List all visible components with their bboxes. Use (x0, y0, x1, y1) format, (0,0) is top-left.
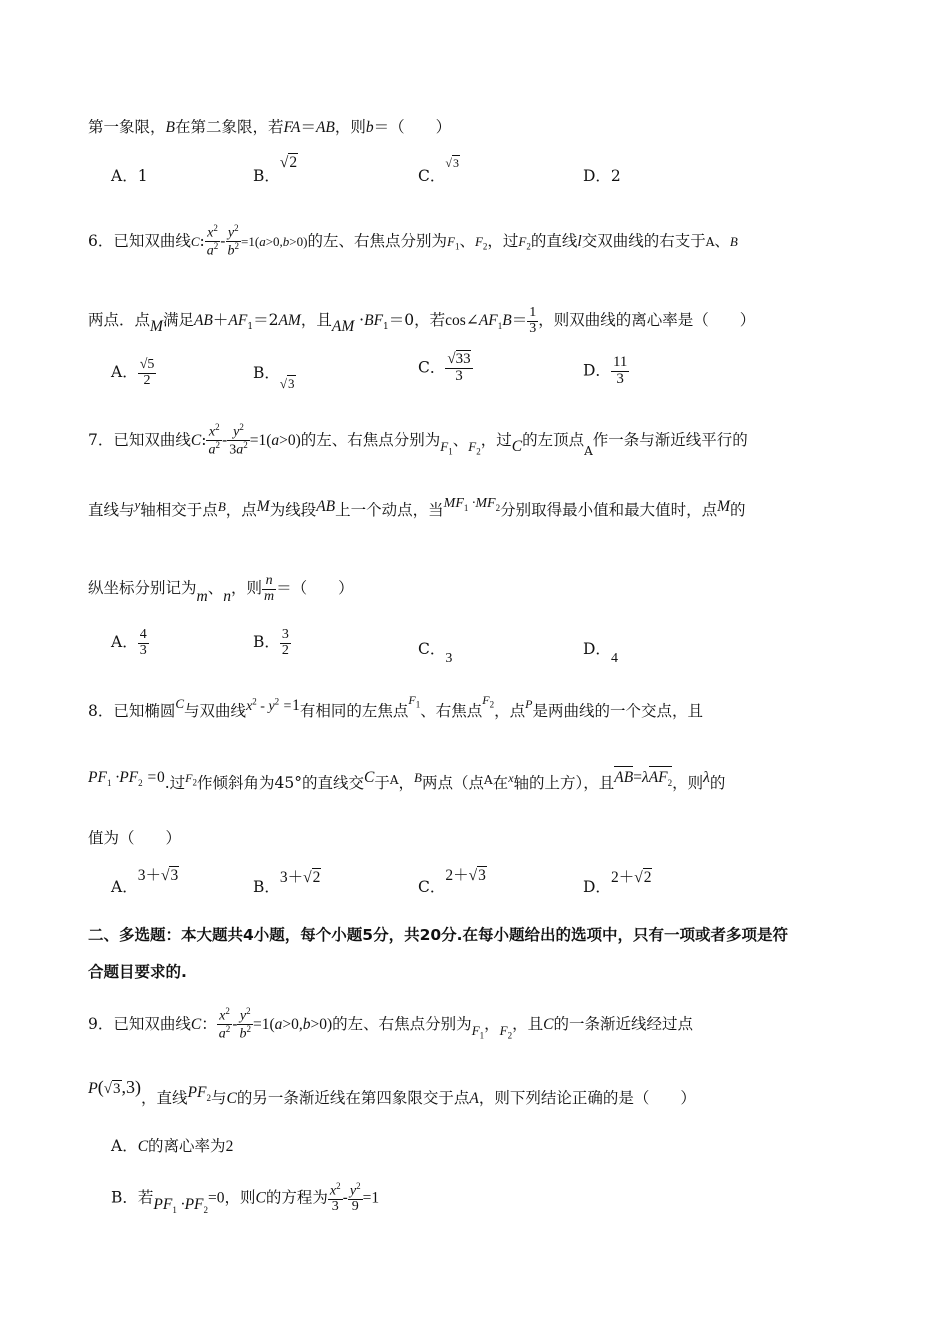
q5-option-a (111, 169, 148, 185)
q8-option-b: B．3＋√2 (253, 869, 321, 896)
q8-line3-text: 值为（ ） (88, 829, 182, 847)
q6-equation: C: $\frac{x^2}{a^2}$ - $\frac{y^2}{b^2}$ =1(a>0,b>0) (190, 223, 308, 259)
section2-heading-line2 (88, 965, 880, 981)
q7-line3-render: 纵坐标分别记为m、n，则 $\frac{n}{m}$ ＝（ ） (88, 573, 354, 606)
q7-option-c: C．3 (418, 640, 453, 666)
q6-line1 (88, 224, 880, 260)
q9-line2-render: P(√3,3)，直线$PF_2$与C的另一条渐近线在第四象限交于点A，则下列结论正确的是（ ） (88, 1077, 696, 1107)
q7-line1 (88, 423, 880, 459)
q6-line2 (88, 306, 880, 336)
q9-option-a: A．C的离心率为2 (111, 1137, 234, 1155)
section2-heading-line1 (88, 928, 880, 944)
q7-option-b: B． $\frac{3}{2}$ (253, 627, 289, 658)
q6-option-d: D． $\frac{11}{3}$ (583, 354, 628, 387)
q8-line1 (88, 692, 880, 721)
q7-equation: C: $\frac{x^2}{a^2}$ - $\frac{y^2}{3a^2}$ =1(a>0) (190, 422, 301, 458)
q8-line3 (88, 831, 880, 847)
q6-line1-tail: 的左、右焦点分别为$F_1$、$F_2$，过$F_2$的直线l交双曲线的右支于A、B (307, 231, 738, 252)
q7-line2 (88, 496, 880, 521)
q7-line3 (88, 574, 880, 604)
q6-option-c: C． $\frac{√33}{3}$ (418, 351, 471, 384)
q8-line2 (88, 769, 880, 794)
q7-option-d: D．4 (583, 640, 618, 666)
q8-line2-render: $PF_1 \cdot PF_2 =0$.过$^{F_2}$作倾斜角为45°的直线交C于$^A$，$^B$两点（点$^A$在$^x$轴的上方），且AB=λAF$_2$，则λ的 (88, 769, 726, 792)
q7-line2-render: 直线与$^y$轴相交于点$^B$，点M为线段AB上一个动点，当$MF_1 \cdot MF_2$分别取得最小值和最大值时，点M的 (88, 496, 746, 519)
q5-line1-render: 第一象限，B在第二象限，若FA＝AB，则b＝（ ） (88, 118, 452, 136)
q5-option-b: B．√2 (253, 154, 298, 185)
q9-number-lead: 9．已知双曲线 (88, 1014, 191, 1033)
q8-option-c: C．2＋√3 (418, 867, 486, 896)
q9-option-b: B．若$PF_1 \cdot PF_2=0$，则C的方程为 $\frac{x^2}{3}$ - $\frac{y^2}{9}$ =1 (111, 1181, 380, 1215)
q5-option-c: C．√3 (418, 156, 459, 185)
q7-number-lead: 7．已知双曲线 (88, 430, 191, 449)
q5-line1 (88, 120, 880, 136)
q9-line2 (88, 1077, 880, 1109)
q7-option-a: A． $\frac{4}{3}$ (111, 627, 147, 658)
q5-option-d (583, 169, 621, 185)
q6-line2-render: 两点．点M满足$AB+AF_1=2AM$，且AM $\cdot BF_1=0$，若$\cos\angle AF_1B=$ $\frac{1}{3}$ ，则双曲线的离心率是（ ） (88, 305, 756, 336)
section2-heading-text1: 二、多选题：本大题共4小题，每个小题5分，共20分.在每小题给出的选项中，只有一项或者多项是符 (88, 926, 789, 944)
q6-number-lead: 6．已知双曲线 (88, 231, 191, 250)
q6-option-a: A． $\frac{√5}{2}$ (111, 357, 155, 388)
q9-line1-tail: 的左、右焦点分别为$_{F_1}$，$_{F_2}$，且C的一条渐近线经过点 (332, 1014, 693, 1041)
q5-option-d-text: D．2 (583, 167, 621, 185)
q5-option-a-text: A．1 (111, 167, 148, 185)
section2-heading-text2: 合题目要求的. (88, 963, 187, 981)
q8-line1-render: 8．已知椭圆$^C$与双曲线$x^2 - y^2 =1$有相同的左焦点$^{F_1}$、右焦点$^{F_2}$，点$^P$是两曲线的一个交点，且 (88, 692, 703, 720)
q9-equation: C： $\frac{x^2}{a^2}$ - $\frac{y^2}{b^2}$ =1(a>0,b>0) (190, 1006, 333, 1042)
q8-option-a: A．3＋√3 (111, 867, 179, 896)
q7-line1-tail: 的左、右焦点分别为$_{F_1}$、$_{F_2}$，过C的左顶点$_A$作一条与渐近线平行的 (300, 430, 748, 458)
q9-line1 (88, 1007, 880, 1043)
q6-option-b: B．$_{√3}$ (253, 364, 295, 391)
q8-option-d: D．2＋√2 (583, 869, 652, 896)
